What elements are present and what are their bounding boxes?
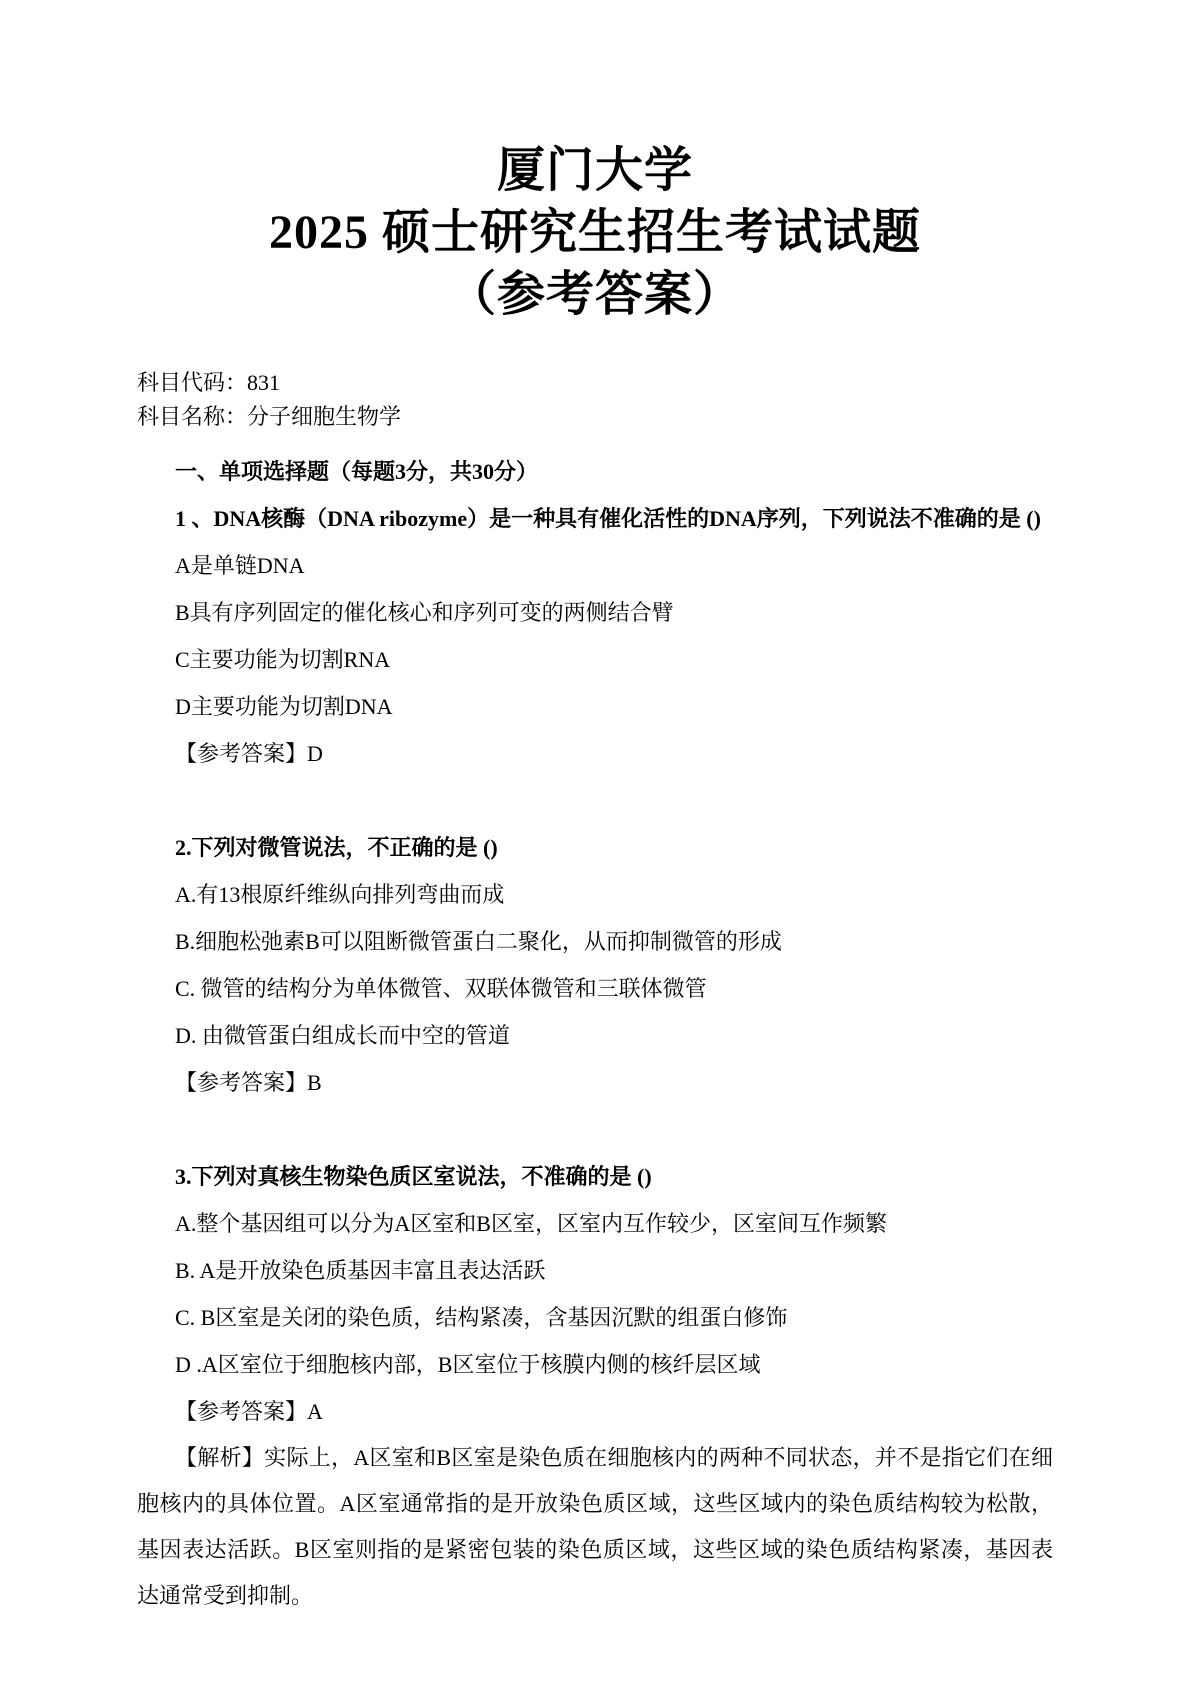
question-1-option-a: A是单链DNA <box>175 553 305 578</box>
question-3-option-c: C. B区室是关闭的染色质，结构紧凑，含基因沉默的组蛋白修饰 <box>175 1305 788 1330</box>
question-3-stem: 3.下列对真核生物染色质区室说法，不准确的是 () <box>175 1164 652 1189</box>
question-2-option-d: D. 由微管蛋白组成长而中空的管道 <box>175 1023 510 1048</box>
question-1-option-b: B具有序列固定的催化核心和序列可变的两侧结合臂 <box>175 600 674 625</box>
question-2 <box>137 824 1053 1106</box>
question-3-option-d: D .A区室位于细胞核内部，B区室位于核膜内侧的核纤层区域 <box>175 1352 761 1377</box>
question-3-answer: 【参考答案】A <box>175 1399 323 1424</box>
subject-name: 科目名称：分子细胞生物学 <box>137 404 402 429</box>
subject-meta <box>137 366 1053 434</box>
question-3-option-a: A.整个基因组可以分为A区室和B区室，区室内互作较少，区室间互作频繁 <box>175 1211 887 1236</box>
question-3-analysis: 【解析】实际上，A区室和B区室是染色质在细胞核内的两种不同状态，并不是指它们在细胞核内的具体位置。A区室通常指的是开放染色质区域，这些区域内的染色质结构较为松散，基因表达活跃。B区室则指的是紧密包装的染色质区域，这些区域的染色质结构紧凑，基因表达通常受到抑制。 <box>137 1445 1053 1608</box>
question-2-stem: 2.下列对微管说法，不正确的是 () <box>175 835 498 860</box>
question-1-option-d: D主要功能为切割DNA <box>175 694 393 719</box>
question-1-stem: 1 、DNA核酶（DNA ribozyme）是一种具有催化活性的DNA序列，下列说法不准确的是 () <box>175 506 1041 531</box>
question-2-option-b: B.细胞松弛素B可以阻断微管蛋白二聚化，从而抑制微管的形成 <box>175 929 782 954</box>
question-2-option-c: C. 微管的结构分为单体微管、双联体微管和三联体微管 <box>175 976 707 1001</box>
question-1-option-c: C主要功能为切割RNA <box>175 647 391 672</box>
question-3 <box>137 1153 1053 1619</box>
paper-title-block <box>137 140 1053 326</box>
answer-key-subtitle: （参考答案） <box>447 268 742 321</box>
section-heading: 一、单项选择题（每题3分，共30分） <box>175 459 539 484</box>
question-1-answer: 【参考答案】D <box>175 741 323 766</box>
question-3-option-b: B. A是开放染色质基因丰富且表达活跃 <box>175 1258 546 1283</box>
question-2-answer: 【参考答案】B <box>175 1070 322 1095</box>
subject-code: 科目代码：831 <box>137 370 281 395</box>
exam-title: 2025 硕士研究生招生考试试题 <box>268 206 921 259</box>
university-name: 厦门大学 <box>496 144 693 197</box>
question-1 <box>137 495 1053 777</box>
question-2-option-a: A.有13根原纤维纵向排列弯曲而成 <box>175 882 505 907</box>
